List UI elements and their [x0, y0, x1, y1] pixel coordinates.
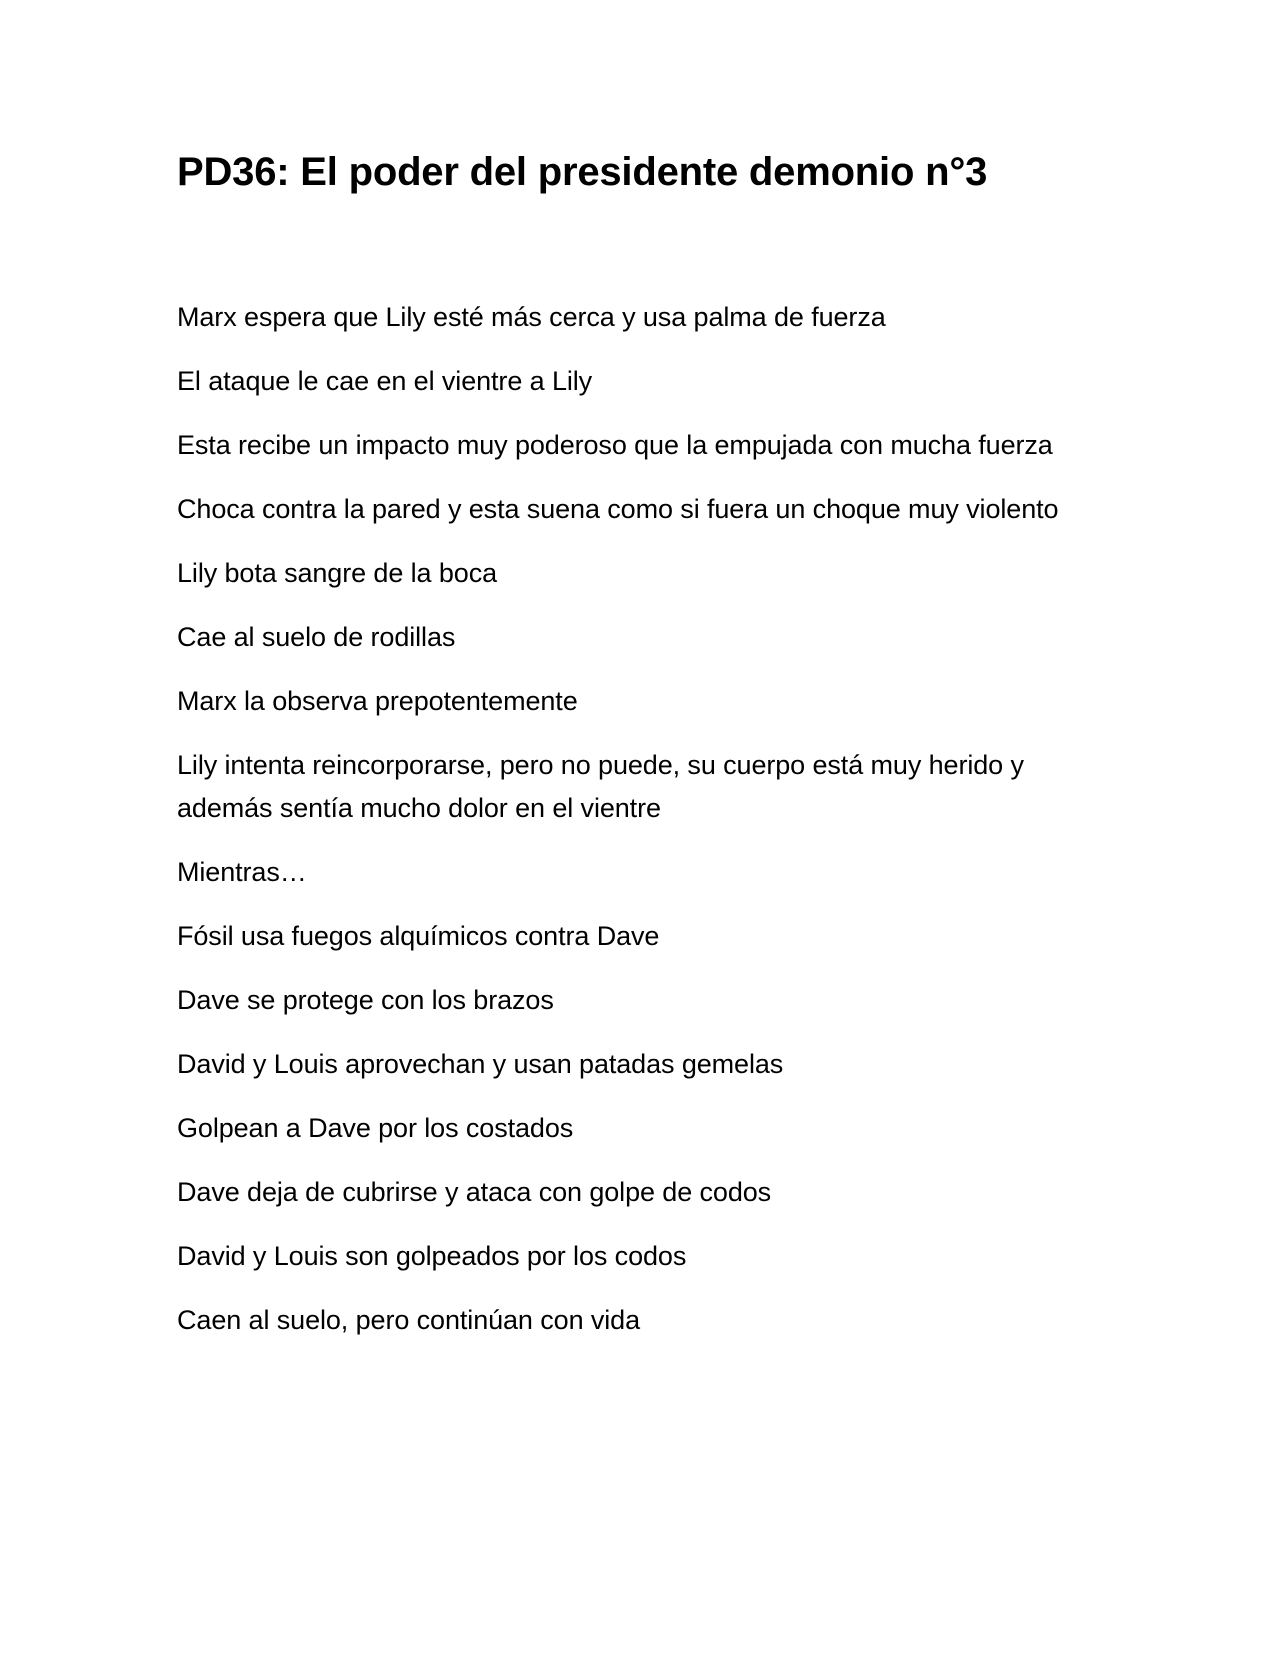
- paragraph: Dave se protege con los brazos: [177, 985, 554, 1015]
- paragraph: Marx espera que Lily esté más cerca y usa palma de fuerza: [177, 302, 886, 332]
- document-body: [177, 296, 1107, 1363]
- paragraph: Marx la observa prepotentemente: [177, 686, 578, 716]
- paragraph: Cae al suelo de rodillas: [177, 622, 456, 652]
- paragraph: Choca contra la pared y esta suena como si fuera un choque muy violento: [177, 494, 1059, 524]
- paragraph: Mientras…: [177, 857, 307, 887]
- paragraph: Golpean a Dave por los costados: [177, 1113, 574, 1143]
- paragraph: Caen al suelo, pero continúan con vida: [177, 1305, 641, 1335]
- paragraph: Lily intenta reincorporarse, pero no puede, su cuerpo está muy herido y además sentía mucho dolor en el vientre: [177, 750, 1024, 823]
- paragraph: Esta recibe un impacto muy poderoso que la empujada con mucha fuerza: [177, 430, 1053, 460]
- paragraph: David y Louis aprovechan y usan patadas gemelas: [177, 1049, 784, 1079]
- paragraph: El ataque le cae en el vientre a Lily: [177, 366, 593, 396]
- paragraph: David y Louis son golpeados por los codos: [177, 1241, 687, 1271]
- document-title: PD36: El poder del presidente demonio n°3: [177, 150, 988, 194]
- paragraph: Lily bota sangre de la boca: [177, 558, 498, 588]
- paragraph: Dave deja de cubrirse y ataca con golpe de codos: [177, 1177, 772, 1207]
- paragraph: Fósil usa fuegos alquímicos contra Dave: [177, 921, 660, 951]
